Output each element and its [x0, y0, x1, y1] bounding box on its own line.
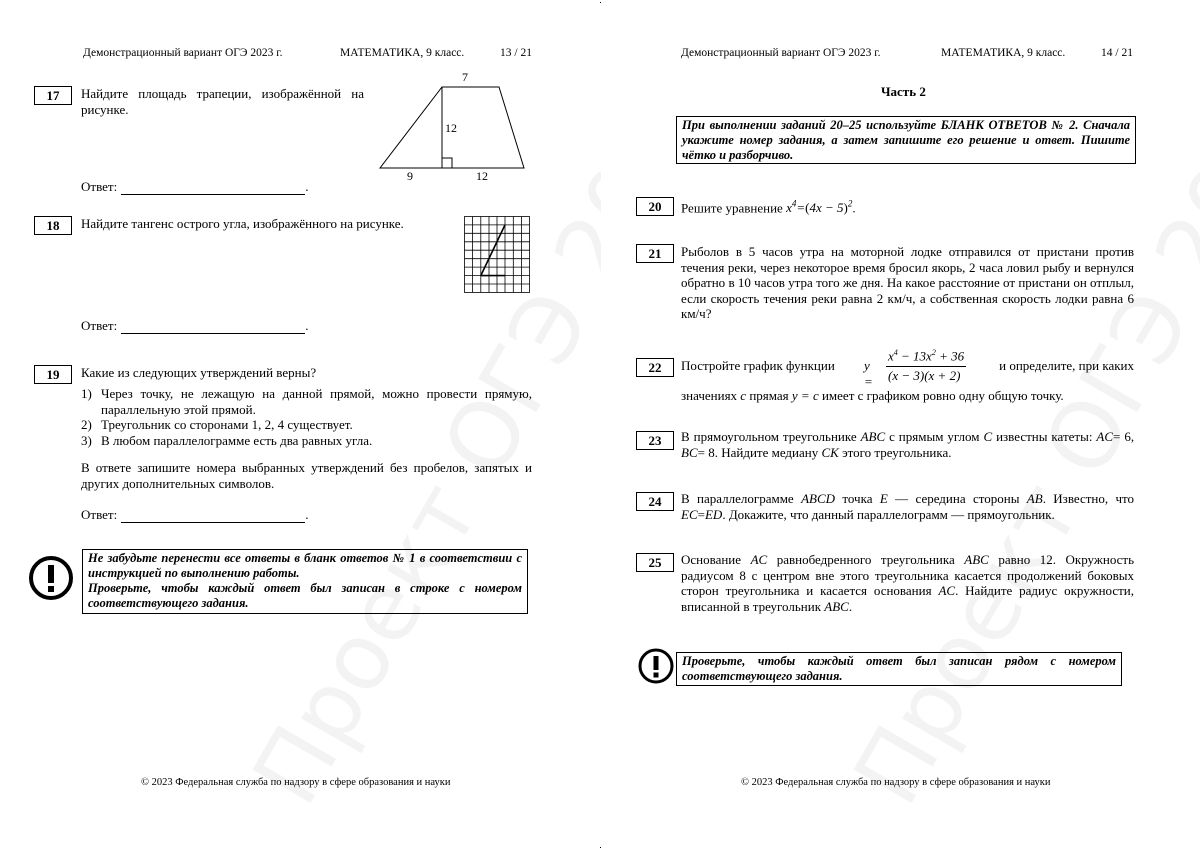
task-20-equation: $x^4=(4x - 5)^2$	[786, 199, 853, 216]
footer: © 2023 Федеральная служба по надзору в сфере образования и науки	[141, 777, 451, 788]
task-19-answer: Ответ: .	[81, 507, 309, 522]
task-18-answer: Ответ: .	[81, 318, 309, 333]
page-14: Демонстрационный вариант ОГЭ 2023 г. МАТЕМАТИКА, 9 класс. 14 / 21 Часть 2 При выполнении заданий 20–25 используйте БЛАНК ОТВЕТОВ № 2. Сначала укажите номер задания, а затем запишите его решение и ответ. Пишите чётко и разборчиво. 20 Решите уравнение $x^4=(4x - 5)^2$. 21 Рыболов в 5 часов утра на моторной лодке отправился от пристани против течения реки, через некоторое время бросил якорь, 2 часа ловил рыбу и вернулся обратно в 10 часов утра того же дня. На какое расстояние от пристани он отплыл, если скорость течения реки равна 2 км/ч, а собственная скорость лодки равна 6 км/ч? 22 Постройте график функции y = $x^4 - 13x^2 + 36$ (x − 3)(x + 2) и определите, при каких значениях c прямая y = c имеет с графиком ровно одну общую точку. 23 В прямоугольном треугольнике ABC с прямым углом C известны катеты: AC= 6, BC= 8. Найдите медиану CK этого треугольника. 24 В параллелограмме ABCD точка E — середина стороны AB. Известно, что EC=ED. Докажите, что данный параллелограмм — прямоугольник. 25 Основание AC равнобедренного треугольника ABC равно 12. Окружность радиусом 8 с центром вне этого треугольника касается продолжений боковых сторон треугольника и касается основания AC. Найдите радиус окружности, вписанной в треугольник ABC. Проверьте, чтобы каждый ответ был записан рядом с номером соответствующего задания. © 2023 Федеральная служба по надзору в сфере образования и науки	[601, 0, 1200, 851]
task-number-20: 20	[636, 197, 674, 216]
header-page-number: 14 / 21	[1101, 47, 1133, 59]
task-19-instruction: В ответе запишите номера выбранных утверждений без пробелов, запятых и других дополнительных символов.	[81, 460, 532, 491]
task-17-text: Найдите площадь трапеции, изображённой на рисунке.	[81, 86, 364, 117]
answer-field[interactable]	[121, 510, 305, 523]
task-18-text: Найдите тангенс острого угла, изображённого на рисунке.	[81, 216, 404, 231]
task-22-text-a: Постройте график функции	[681, 358, 835, 373]
instructions-box: При выполнении заданий 20–25 используйте БЛАНК ОТВЕТОВ № 2. Сначала укажите номер задания, а затем запишите его решение и ответ. Пишите чётко и разборчиво.	[676, 116, 1136, 164]
notice-box	[82, 549, 528, 614]
task-22-text-b: и определите, при каких	[999, 358, 1134, 373]
answer-label: Ответ:	[81, 507, 118, 522]
task-17-answer: Ответ: .	[81, 179, 309, 194]
header-page-number: 13 / 21	[500, 47, 532, 59]
task-number-18: 18	[34, 216, 72, 235]
task-22-line-2: значениях c прямая y = c имеет с графиком ровно одну общую точку.	[681, 388, 1064, 403]
warning-icon	[638, 648, 674, 684]
task-19-options	[81, 386, 532, 448]
task-number-19: 19	[34, 365, 72, 384]
task-24-text: В параллелограмме ABCD точка E — середина стороны AB. Известно, что EC=ED. Докажите, что данный параллелограмм — прямоугольник.	[681, 491, 1135, 522]
var-c: c	[740, 388, 747, 403]
task-20-text: Решите уравнение $x^4=(4x - 5)^2$.	[681, 199, 856, 216]
answer-field[interactable]	[121, 182, 305, 195]
header-subject: МАТЕМАТИКА, 9 класс.	[340, 47, 465, 59]
option-3: 3) В любом параллелограмме есть два равных угла.	[81, 432, 373, 448]
notice-line-2: Проверьте, чтобы каждый ответ был записан в строке с номером соответствующего задания.	[88, 581, 522, 610]
task-19-question: Какие из следующих утверждений верны?	[81, 365, 317, 380]
trapezoid-figure	[370, 68, 540, 186]
part-title: Часть 2	[881, 84, 926, 99]
task-23-text: В прямоугольном треугольнике ABC с прямым углом C известны катеты: AC= 6, BC= 8. Найдите медиану CK этого треугольника.	[681, 429, 1135, 460]
grid-angle-figure	[464, 216, 532, 294]
task-number-24: 24	[636, 492, 674, 511]
task-number-25: 25	[636, 553, 674, 572]
answer-label: Ответ:	[81, 179, 118, 194]
task-21-text: Рыболов в 5 часов утра на моторной лодке отправился от пристани против течения реки, через некоторое время бросил якорь, 2 часа ловил рыбу и вернулся обратно в 10 часов утра того же дня. На какое расстояние от пристани он отплыл, если скорость течения реки равна 2 км/ч, а собственная скорость лодки равна 6 км/ч?	[681, 244, 1134, 321]
label-height: 12	[445, 121, 457, 135]
header-subject: МАТЕМАТИКА, 9 класс.	[941, 47, 1066, 59]
answer-field[interactable]	[121, 321, 305, 334]
label-left-segment: 9	[407, 169, 413, 183]
label-right-segment: 12	[476, 169, 488, 183]
task-number-23: 23	[636, 431, 674, 450]
task-25-text: Основание AC равнобедренного треугольника ABC равно 12. Окружность радиусом 8 с центром вне этого треугольника касается продолжений боковых сторон треугольника и касается основания AC. Найдите радиус окружности, вписанной в треугольник ABC.	[681, 552, 1135, 614]
header-exam: Демонстрационный вариант ОГЭ 2023 г.	[83, 47, 283, 59]
notice-box: Проверьте, чтобы каждый ответ был записан рядом с номером соответствующего задания.	[676, 652, 1122, 686]
line-equation: y = c	[791, 388, 819, 403]
header-exam: Демонстрационный вариант ОГЭ 2023 г.	[681, 47, 881, 59]
task-number-21: 21	[636, 244, 674, 263]
task-20-label: Решите уравнение	[681, 200, 783, 216]
notice-line-1: Не забудьте перенести все ответы в бланк ответов № 1 в соответствии с инструкцией по выполнению работы.	[88, 551, 522, 580]
warning-icon	[28, 555, 74, 601]
task-number-22: 22	[636, 358, 674, 377]
option-1: 1) Через точку, не лежащую на данной прямой, можно провести прямую, параллельную этой прямой.	[81, 386, 532, 417]
right-angle-mark	[442, 158, 452, 168]
label-top-base: 7	[462, 70, 468, 84]
option-2: 2) Треугольник со сторонами 1, 2, 4 существует.	[81, 417, 353, 432]
answer-label: Ответ:	[81, 318, 118, 333]
task-number-17: 17	[34, 86, 72, 105]
footer: © 2023 Федеральная служба по надзору в сфере образования и науки	[741, 777, 1051, 788]
